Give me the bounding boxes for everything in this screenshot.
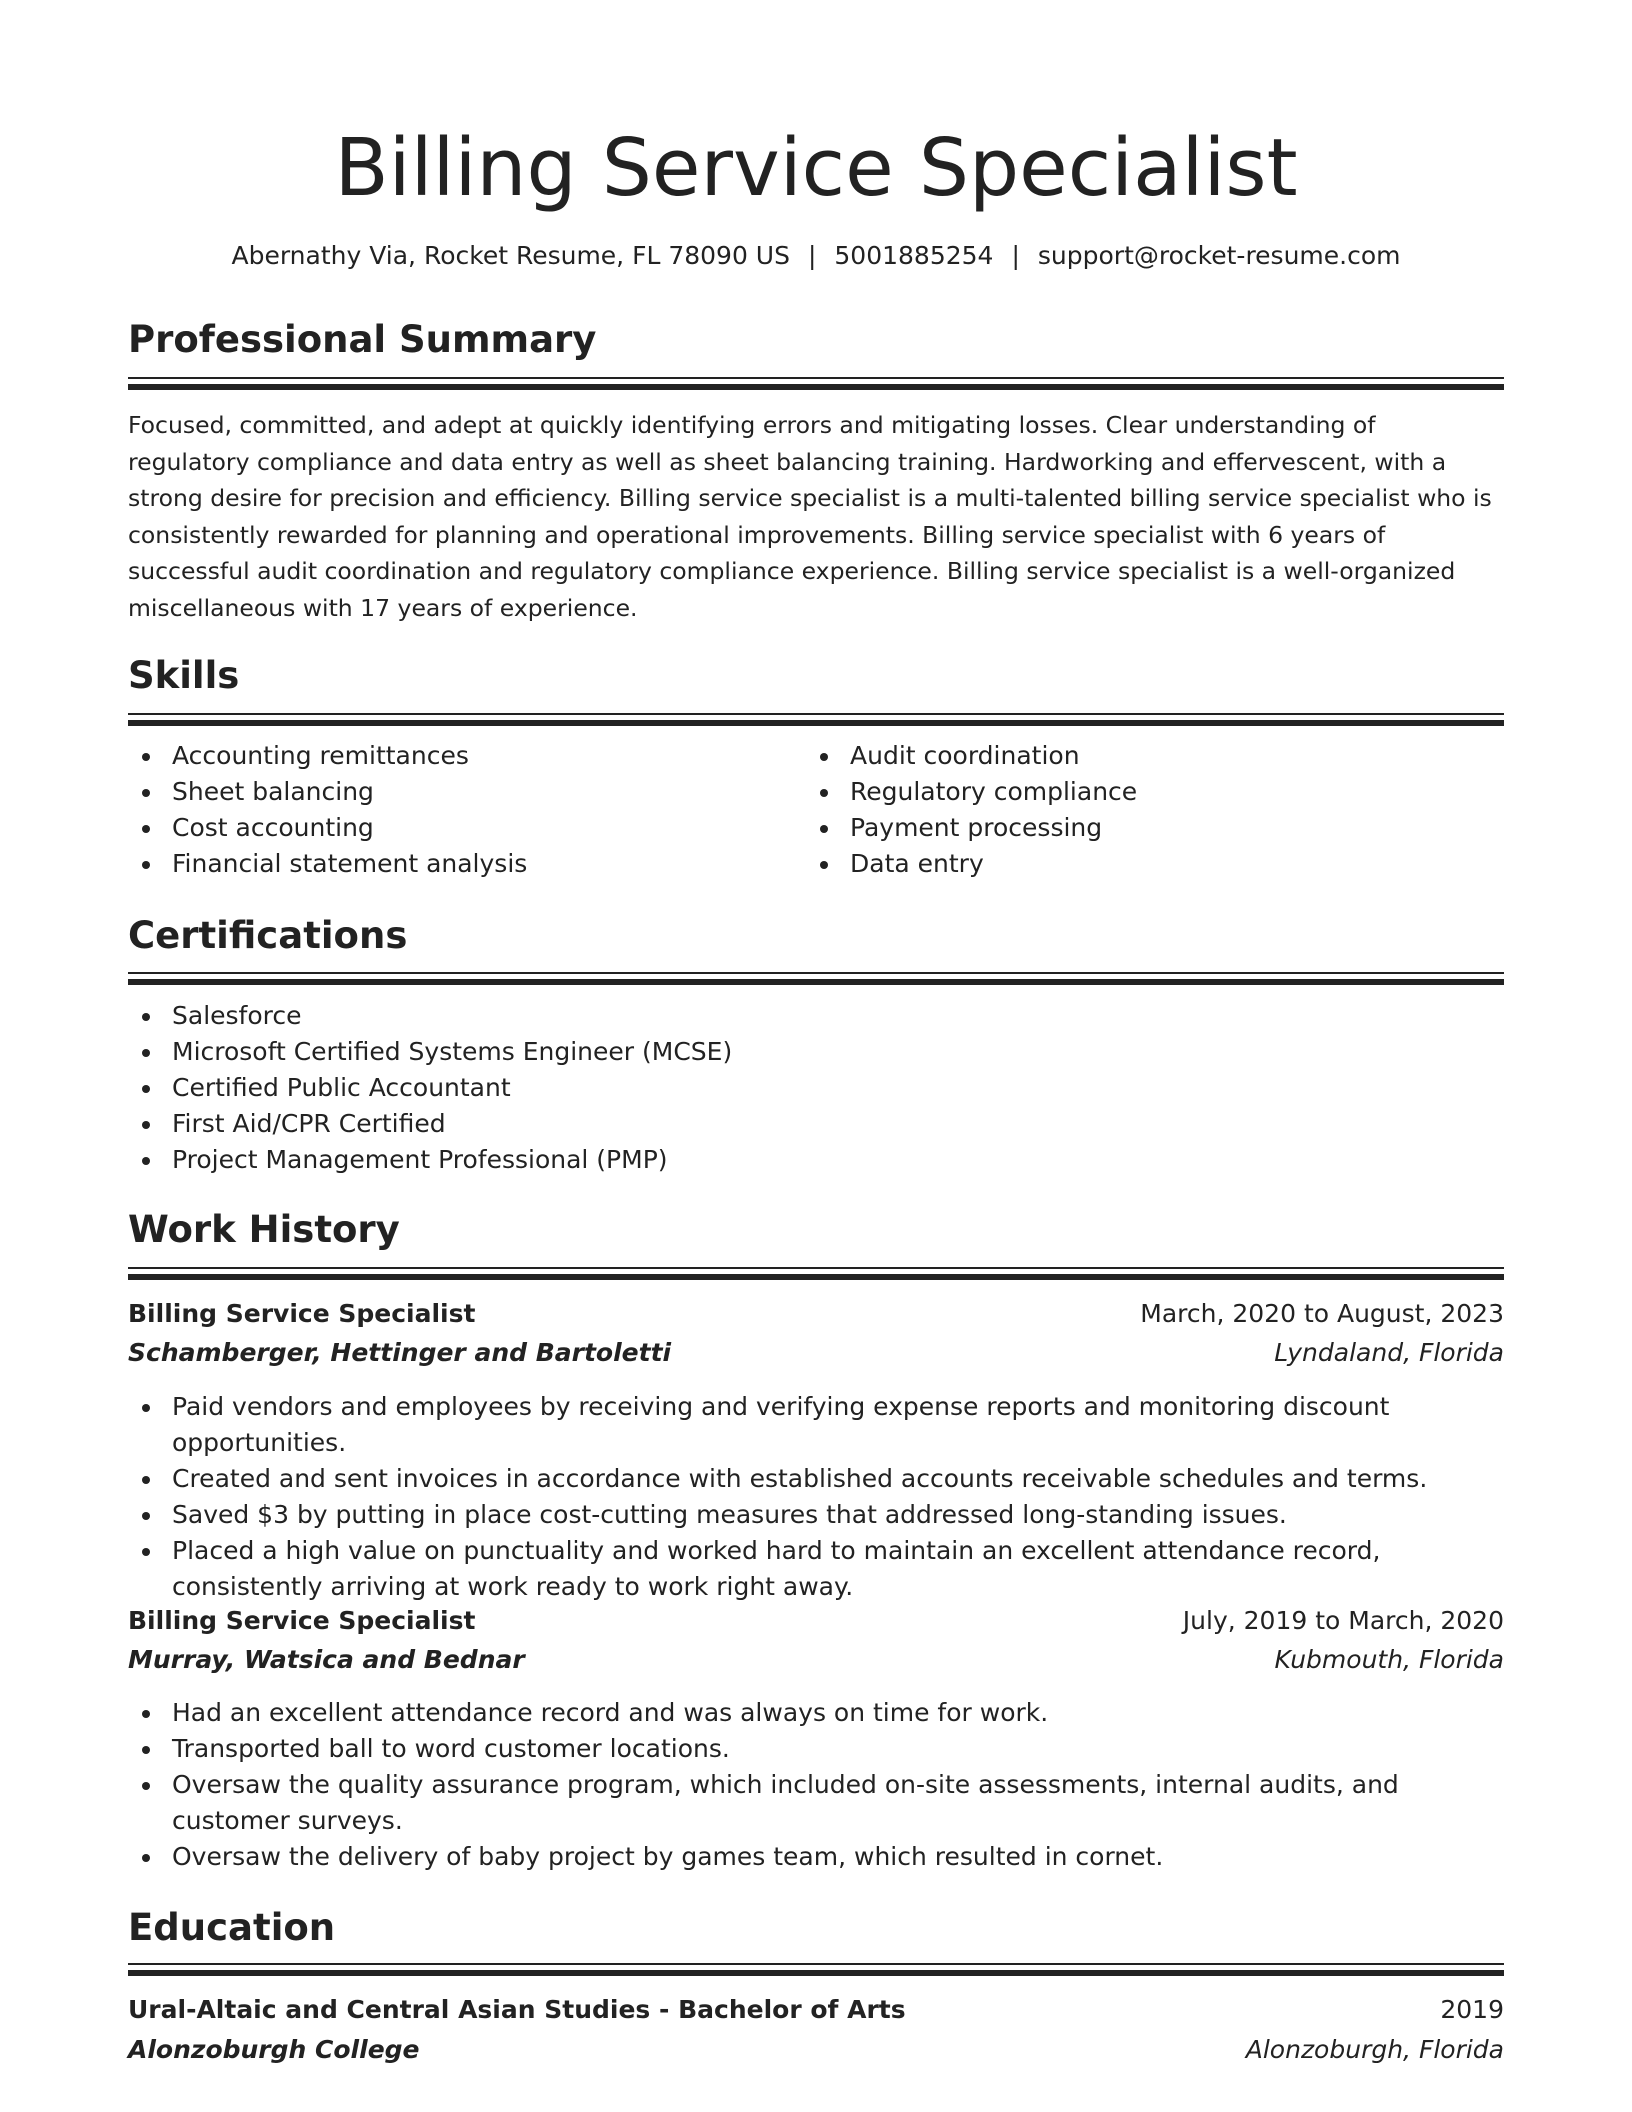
certification-item: First Aid/CPR Certified — [128, 1106, 1504, 1142]
resume-name: Billing Service Specialist — [334, 122, 1298, 214]
job-employer-row — [128, 1641, 1504, 1679]
education-school-row — [128, 2031, 1504, 2069]
job-bullets — [128, 1389, 1504, 1605]
job-bullet: Transported ball to word customer locations. — [128, 1731, 1504, 1767]
contact-address: Abernathy Via, Rocket Resume, FL 78090 US — [231, 241, 790, 270]
contact-separator: | — [1011, 241, 1020, 270]
contact-separator: | — [807, 241, 817, 270]
education-year: 2019 — [1440, 1995, 1504, 2024]
section-title-skills: Skills — [128, 654, 240, 697]
skills-list-right — [806, 738, 1504, 882]
skill-item: Payment processing — [806, 810, 1504, 846]
job-location: Lyndaland, Florida — [1274, 1338, 1504, 1367]
job-company: Murray, Watsica and Bednar — [128, 1645, 525, 1674]
job-employer-row — [128, 1334, 1504, 1372]
certification-item: Certified Public Accountant — [128, 1070, 1504, 1106]
education-degree: Ural-Altaic and Central Asian Studies - Bachelor of Arts — [128, 1995, 906, 2024]
contact-email: support@rocket-resume.com — [1037, 241, 1401, 270]
job-location: Kubmouth, Florida — [1274, 1645, 1504, 1674]
job-bullets — [128, 1695, 1504, 1875]
job-title: Billing Service Specialist — [128, 1606, 476, 1635]
job-bullet: Had an excellent attendance record and was always on time for work. — [128, 1695, 1504, 1731]
contact-phone: 5001885254 — [834, 241, 994, 270]
skill-item: Financial statement analysis — [128, 846, 788, 882]
skills-list-left — [128, 738, 788, 882]
section-title-work-history: Work History — [128, 1208, 400, 1251]
certifications-list — [128, 998, 1504, 1178]
job-bullet: Oversaw the quality assurance program, which included on-site assessments, internal audits, and customer surveys. — [128, 1767, 1504, 1839]
job-bullet: Paid vendors and employees by receiving and verifying expense reports and monitoring discount opportunities. — [128, 1389, 1504, 1461]
summary-text: Focused, committed, and adept at quickly identifying errors and mitigating losses. Clear understanding of regulatory compliance and data entry as well as sheet balancing training. Hardworking and effervescent, with a strong desire for precision and efficiency. Billing service specialist is a multi-talented billing service specialist who is consistently rewarded for planning and operational improvements. Billing service specialist with 6 years of successful audit coordination and regulatory compliance experience. Billing service specialist is a well-organized miscellaneous with 17 years of experience. — [128, 411, 1492, 622]
education-header — [128, 1991, 1504, 2029]
section-divider — [128, 972, 1504, 982]
job-bullet: Saved $3 by putting in place cost-cutting measures that addressed long-standing issues. — [128, 1497, 1504, 1533]
job-dates: March, 2020 to August, 2023 — [1140, 1299, 1504, 1328]
job-header — [128, 1295, 1504, 1333]
section-title-certifications: Certifications — [128, 914, 408, 957]
certification-item: Microsoft Certified Systems Engineer (MCSE) — [128, 1034, 1504, 1070]
section-title-summary: Professional Summary — [128, 318, 597, 361]
skill-item: Cost accounting — [128, 810, 788, 846]
job-dates: July, 2019 to March, 2020 — [1182, 1606, 1504, 1635]
job-title: Billing Service Specialist — [128, 1299, 476, 1328]
education-school: Alonzoburgh College — [128, 2035, 420, 2064]
education-location: Alonzoburgh, Florida — [1245, 2035, 1504, 2064]
section-divider — [128, 713, 1504, 723]
contact-line — [128, 238, 1504, 274]
job-bullet: Oversaw the delivery of baby project by games team, which resulted in cornet. — [128, 1839, 1504, 1875]
job-company: Schamberger, Hettinger and Bartoletti — [128, 1338, 672, 1367]
certification-item: Project Management Professional (PMP) — [128, 1142, 1504, 1178]
section-divider — [128, 1963, 1504, 1973]
skill-item: Sheet balancing — [128, 774, 788, 810]
job-bullet: Placed a high value on punctuality and worked hard to maintain an excellent attendance record, consistently arriving at work ready to work right away. — [128, 1533, 1504, 1605]
skill-item: Audit coordination — [806, 738, 1504, 774]
skill-item: Regulatory compliance — [806, 774, 1504, 810]
section-divider — [128, 377, 1504, 387]
skill-item: Accounting remittances — [128, 738, 788, 774]
job-header — [128, 1602, 1504, 1640]
certification-item: Salesforce — [128, 998, 1504, 1034]
section-title-education: Education — [128, 1906, 336, 1949]
skill-item: Data entry — [806, 846, 1504, 882]
job-bullet: Created and sent invoices in accordance with established accounts receivable schedules and terms. — [128, 1461, 1504, 1497]
section-divider — [128, 1267, 1504, 1277]
